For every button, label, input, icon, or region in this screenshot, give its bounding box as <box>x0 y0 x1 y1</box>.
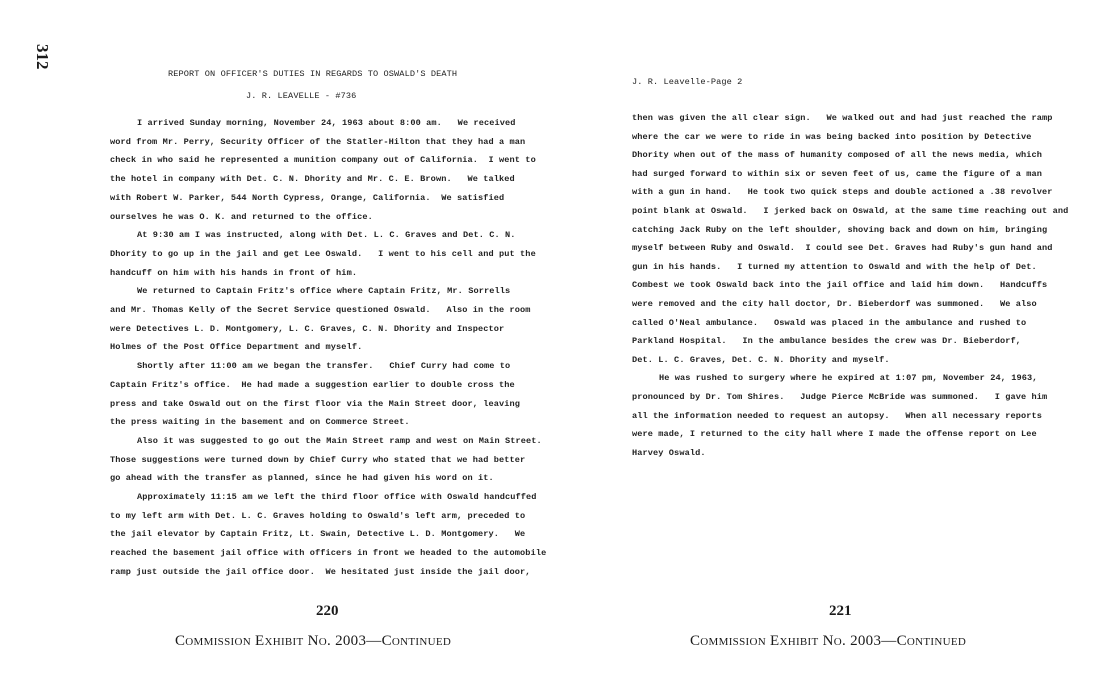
margin-page-number: 312 <box>33 44 52 70</box>
text-line: Approximately 11:15 am we left the third floor office with Oswald handcuffed <box>137 492 537 502</box>
right-caption: Commission Exhibit No. 2003—Continued <box>690 633 967 649</box>
text-line: I arrived Sunday morning, November 24, 1963 about 8:00 am. We received <box>137 118 516 128</box>
text-line: then was given the all clear sign. We walked out and had just reached the ramp <box>632 113 1053 123</box>
text-line: gun in his hands. I turned my attention to Oswald and with the help of Det. <box>632 261 1037 272</box>
text-line: check in who said he represented a munition company out of California. I went to <box>110 155 536 166</box>
text-line: ramp just outside the jail office door. We hesitated just inside the jail door, <box>110 566 531 577</box>
text-line: Det. L. C. Graves, Det. C. N. Dhority and myself. <box>632 354 890 365</box>
text-line: were Detectives L. D. Montgomery, L. C. Graves, C. N. Dhority and Inspector <box>110 323 505 334</box>
text-line: the press waiting in the basement and on Commerce Street. <box>110 417 410 428</box>
text-line: Parkland Hospital. In the ambulance besides the crew was Dr. Bieberdorf, <box>632 336 1022 347</box>
text-line: myself between Ruby and Oswald. I could see Det. Graves had Ruby's gun hand and <box>632 243 1053 254</box>
text-line: were removed and the city hall doctor, Dr. Bieberdorf was summoned. We also <box>632 299 1037 309</box>
text-line: pronounced by Dr. Tom Shires. Judge Pierce McBride was summoned. I gave him <box>632 392 1048 402</box>
text-line: Shortly after 11:00 am we began the transfer. Chief Curry had come to <box>137 361 511 372</box>
report-title: REPORT ON OFFICER'S DUTIES IN REGARDS TO OSWALD'S DEATH <box>168 69 458 79</box>
report-author: J. R. LEAVELLE - #736 <box>246 91 357 101</box>
text-line: ourselves he was O. K. and returned to the office. <box>110 211 373 222</box>
text-line: We returned to Captain Fritz's office where Captain Fritz, Mr. Sorrells <box>137 286 511 297</box>
text-line: where the car we were to ride in was being backed into position by Detective <box>632 131 1032 142</box>
text-line: go ahead with the transfer as planned, since he had given his word on it. <box>110 473 494 484</box>
text-line: with a gun in hand. He took two quick steps and double actioned a .38 revolver <box>632 187 1053 198</box>
text-line: reached the basement jail office with officers in front we headed to the automobile <box>110 548 547 559</box>
left-page-number: 220 <box>316 603 339 619</box>
text-line: word from Mr. Perry, Security Officer of the Statler-Hilton that they had a man <box>110 136 526 147</box>
text-line: Also it was suggested to go out the Main Street ramp and west on Main Street. <box>137 435 542 446</box>
text-line: and Mr. Thomas Kelly of the Secret Service questioned Oswald. Also in the room <box>110 305 531 315</box>
text-line: to my left arm with Det. L. C. Graves holding to Oswald's left arm, preceded to <box>110 510 526 521</box>
text-line: the hotel in company with Det. C. N. Dhority and Mr. C. E. Brown. We talked <box>110 174 515 185</box>
text-line: were made, I returned to the city hall where I made the offense report on Lee <box>632 429 1037 440</box>
text-line: catching Jack Ruby on the left shoulder, shoving back and down on him, bringing <box>632 224 1048 235</box>
text-line: At 9:30 am I was instructed, along with Det. L. C. Graves and Det. C. N. <box>137 230 516 241</box>
text-line: had surged forward to within six or seven feet of us, came the figure of a man <box>632 168 1043 179</box>
text-line: handcuff on him with his hands in front of him. <box>110 267 358 278</box>
text-line: Captain Fritz's office. He had made a suggestion earlier to double cross the <box>110 379 515 390</box>
text-line: Combest we took Oswald back into the jail office and laid him down. Handcuffs <box>632 280 1048 291</box>
text-line: with Robert W. Parker, 544 North Cypress, Orange, California. We satisfied <box>110 192 505 203</box>
text-line: point blank at Oswald. I jerked back on Oswald, at the same time reaching out and <box>632 206 1069 216</box>
text-line: Dhority when out of the mass of humanity composed of all the news media, which <box>632 150 1043 161</box>
text-line: Holmes of the Post Office Department and myself. <box>110 342 363 353</box>
left-caption: Commission Exhibit No. 2003—Continued <box>175 633 452 649</box>
text-line: called O'Neal ambulance. Oswald was placed in the ambulance and rushed to <box>632 317 1027 328</box>
text-line: Harvey Oswald. <box>632 447 706 458</box>
text-line: Dhority to go up in the jail and get Lee Oswald. I went to his cell and put the <box>110 248 536 259</box>
text-line: He was rushed to surgery where he expired at 1:07 pm, November 24, 1963, <box>659 373 1038 384</box>
right-page-number: 221 <box>829 603 852 619</box>
text-line: press and take Oswald out on the first floor via the Main Street door, leaving <box>110 398 521 409</box>
text-line: all the information needed to request an autopsy. When all necessary reports <box>632 410 1043 421</box>
page-header: J. R. Leavelle-Page 2 <box>632 77 743 87</box>
text-line: the jail elevator by Captain Fritz, Lt. Swain, Detective L. D. Montgomery. We <box>110 529 526 540</box>
text-line: Those suggestions were turned down by Chief Curry who stated that we had better <box>110 454 526 465</box>
